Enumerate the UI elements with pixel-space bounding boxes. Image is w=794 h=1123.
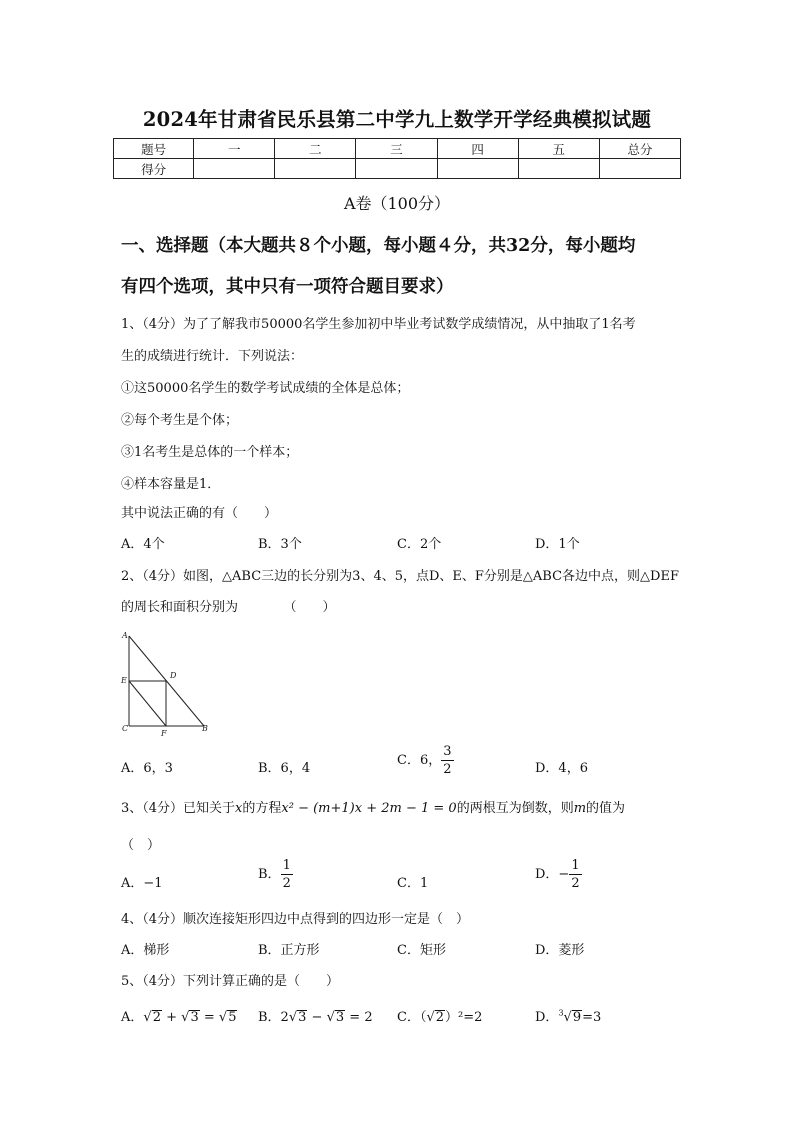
q1-statement-1: ①这50000名学生的数学考试成绩的全体是总体；: [121, 381, 410, 396]
score-cell: [275, 159, 356, 179]
q2-option-b: B．6，4: [258, 761, 311, 776]
vertex-label-e: E: [121, 676, 127, 685]
q3-option-c: C．1: [397, 876, 429, 891]
q3-variable-x: x: [235, 801, 243, 816]
radical-sign: √: [288, 1010, 298, 1025]
score-header-cell: 三: [356, 139, 437, 159]
root-index: 3: [558, 1008, 564, 1018]
score-header-cell: 二: [275, 139, 356, 159]
option-label: C．（: [397, 1010, 427, 1025]
q2-stem-line2: 的周长和面积分别为 （ ）: [121, 600, 336, 615]
exam-title: 2024年甘肃省民乐县第二中学九上数学开学经典模拟试题: [142, 108, 652, 131]
score-table-header-row: [114, 139, 681, 159]
option-c-tail: ）²=2: [445, 1010, 483, 1025]
fraction: [281, 859, 293, 890]
vertex-label-d: D: [170, 671, 177, 680]
q1-statement-3: ③1名考生是总体的一个样本；: [121, 445, 299, 460]
radicand: 9: [572, 1010, 582, 1025]
q5-stem: 5、（4分）下列计算正确的是（ ）: [121, 974, 340, 989]
radicand: 3: [335, 1010, 345, 1025]
q3-equation: x² − (m+1)x + 2m − 1 = 0: [281, 801, 457, 816]
score-header-cell: 题号: [114, 139, 194, 159]
q3-stem-text: 3、（4分）已知关于: [121, 801, 236, 816]
fraction-numerator: 1: [571, 858, 580, 873]
q3-stem-text: 的两根互为倒数，则: [456, 801, 574, 816]
score-cell: [356, 159, 437, 179]
fraction-numerator: 1: [282, 858, 291, 873]
radical-sign: √: [218, 1010, 228, 1025]
q3-stem-line2: （ ）: [121, 838, 161, 853]
score-cell: [518, 159, 599, 179]
q4-option-c: C．矩形: [397, 943, 446, 958]
radicand: 2: [435, 1010, 445, 1025]
q2-stem-line1: 2、（4分）如图，△ABC三边的长分别为3、4、5，点D、E、F分别是△ABC各边中点，则△DEF: [121, 569, 679, 584]
score-table: [113, 138, 681, 179]
part1-heading-line2: 有四个选项，其中只有一项符合题目要求）: [121, 277, 454, 297]
q3-variable-m: m: [573, 801, 587, 816]
vertex-label-c: C: [122, 724, 129, 733]
q2-option-d: D．4，6: [535, 761, 588, 776]
q3-stem-line1: [121, 797, 625, 816]
q5-option-c: [397, 1006, 482, 1025]
fraction-denominator: 2: [571, 876, 580, 891]
q1-stem-line2: 生的成绩进行统计．下列说法：: [121, 349, 304, 364]
q5-option-a: [121, 1006, 237, 1025]
score-header-cell: 一: [194, 139, 275, 159]
option-label: D．: [535, 1010, 559, 1025]
score-header-cell: 五: [518, 139, 599, 159]
q4-option-d: D．菱形: [535, 943, 585, 958]
vertex-label-f: F: [161, 729, 167, 738]
q1-statement-4: ④样本容量是1．: [121, 477, 221, 492]
q1-option-c: C．2个: [397, 537, 442, 552]
segment-ef: [129, 681, 166, 726]
equals-sign: =: [199, 1010, 219, 1025]
score-row-label: 得分: [114, 159, 194, 179]
score-cell: [437, 159, 518, 179]
q2-option-a: A．6，3: [121, 761, 173, 776]
q3-stem-text: 的方程: [242, 801, 282, 816]
radical-sign: √: [563, 1010, 572, 1025]
score-header-cell: 四: [437, 139, 518, 159]
option-label: B．2: [258, 1010, 289, 1025]
fraction: [441, 745, 453, 776]
radical-sign: √: [181, 1010, 190, 1025]
q1-option-b: B．3个: [258, 537, 302, 552]
option-label: A．: [121, 1010, 144, 1025]
option-b-result: 2: [364, 1010, 373, 1025]
radicand: 3: [298, 1010, 307, 1025]
section-a-heading: A卷（100分）: [343, 194, 451, 213]
q1-statement-2: ②每个考生是个体；: [121, 413, 239, 428]
q3-stem-text: 的值为: [586, 801, 626, 816]
q3-option-a: A．−1: [121, 876, 163, 891]
triangle-figure: [118, 628, 218, 738]
radicand: 5: [228, 1010, 237, 1025]
q5-option-b: [258, 1006, 373, 1025]
vertex-label-a: A: [122, 631, 128, 640]
radical-sign: √: [426, 1010, 435, 1025]
q4-stem: 4、（4分）顺次连接矩形四边中点得到的四边形一定是（ ）: [121, 912, 470, 927]
plus-sign: +: [161, 1010, 182, 1025]
equals-sign: =: [345, 1010, 365, 1025]
q3-option-d-prefix: D．−: [535, 867, 570, 882]
radical-sign: √: [326, 1010, 335, 1025]
score-cell: [194, 159, 275, 179]
q5-option-d: [535, 1006, 601, 1025]
part1-heading-line1: 一、选择题（本大题共８个小题，每小题４分，共32分，每小题均: [121, 236, 636, 256]
fraction-denominator: 2: [443, 762, 452, 777]
score-header-cell: 总分: [599, 139, 680, 159]
fraction-numerator: 3: [443, 744, 452, 759]
fraction-denominator: 2: [282, 876, 291, 891]
q1-option-d: D．1个: [535, 537, 580, 552]
radicand: 2: [152, 1010, 161, 1025]
q3-option-d: [535, 859, 582, 890]
q1-question: 其中说法正确的有（ ）: [121, 506, 278, 521]
fraction: [569, 859, 581, 890]
q1-option-a: A．4个: [121, 537, 165, 552]
q1-stem-line1: 1、（4分）为了了解我市50000名学生参加初中毕业考试数学成绩情况，从中抽取了1名考: [121, 317, 636, 332]
radical-sign: √: [143, 1010, 152, 1025]
minus-sign: −: [307, 1010, 327, 1025]
q3-option-b-prefix: B．: [258, 867, 281, 882]
q4-option-b: B．正方形: [258, 943, 320, 958]
q3-option-b: [258, 859, 293, 890]
q2-option-c-prefix: C．6，: [397, 753, 442, 768]
score-table-score-row: [114, 159, 681, 179]
vertex-label-b: B: [202, 724, 208, 733]
q2-option-c: [397, 745, 454, 776]
option-d-tail: =3: [582, 1010, 602, 1025]
score-cell: [599, 159, 680, 179]
radicand: 3: [190, 1010, 199, 1025]
q4-option-a: A．梯形: [121, 943, 170, 958]
